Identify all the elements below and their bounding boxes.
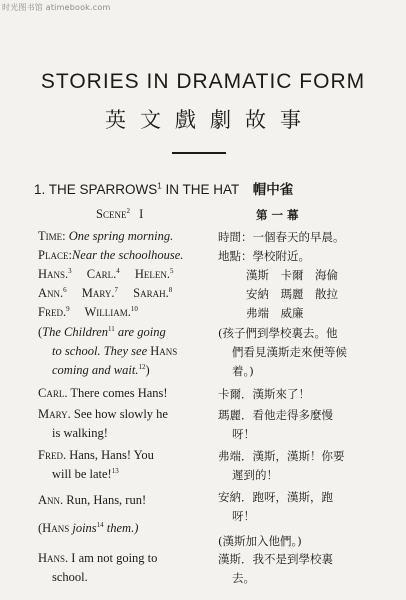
story-title-chinese: 帽中雀: [252, 182, 294, 198]
place-line-chinese: 地點：學校附近。: [218, 249, 310, 263]
dialogue-fred-chinese: 弗端．漢斯，漢斯！你要: [218, 449, 345, 463]
scene-heading-chinese: 第 一 幕: [256, 208, 299, 222]
stage-direction-1-line-2: to school. They see Hans: [52, 344, 178, 358]
dialogue-ann-chinese: 安納．跑呀，漢斯，跑: [218, 490, 333, 504]
stage-direction-1-line-3: coming and wait.$^{12}$): [52, 362, 150, 377]
time-line: Time: One spring morning.: [38, 229, 174, 243]
place-line: Place:Near the schoolhouse.: [38, 248, 184, 262]
dialogue-hans-chinese: 漢斯．我不是到學校裏: [218, 552, 333, 566]
stage-direction-2-chinese: (漢斯加入他們。): [218, 534, 302, 548]
characters-line-3: Fred.$^9$ William.$^{10}$: [38, 304, 138, 319]
story-number: 1.: [34, 182, 46, 197]
dialogue-hans-chinese-line-2: 去。: [232, 571, 255, 585]
characters-line-2: Ann.$^6$ Mary.$^7$ Sarah.$^8$: [38, 285, 173, 300]
dialogue-mary-line-2: is walking!: [52, 426, 108, 440]
characters-line-1: Hans.$^3$ Carl.$^4$ Helen.$^5$: [38, 266, 174, 281]
dialogue-mary: Mary. See how slowly he: [38, 407, 168, 421]
watermark: 时光图书馆 atimebook.com: [2, 3, 111, 12]
stage-direction-1-chinese-line-3: 着。): [232, 364, 254, 378]
dialogue-ann-chinese-line-2: 呀！: [232, 509, 255, 523]
scene-heading: Scene$^2$ I: [96, 206, 144, 221]
dialogue-carl-chinese: 卡爾．漢斯來了！: [218, 387, 310, 401]
dialogue-hans-line-2: school.: [52, 570, 88, 584]
stage-direction-1-chinese: (孩子們到學校裏去。他: [218, 326, 338, 340]
dialogue-hans: Hans. I am not going to: [38, 551, 158, 565]
page-title-english: STORIES IN DRAMATIC FORM: [40, 70, 366, 93]
dialogue-mary-chinese: 瑪麗．看他走得多麼慢: [218, 408, 333, 422]
dialogue-fred-line-2: will be late!$^{13}$: [52, 466, 119, 481]
story-title: THE SPARROWS: [48, 182, 158, 197]
stage-direction-1-chinese-line-2: 們看見漢斯走來便等候: [232, 345, 347, 359]
characters-line-3-chinese: 弗端 威廉: [246, 306, 304, 320]
characters-line-1-chinese: 漢斯 卡爾 海倫: [246, 268, 338, 282]
page-title-chinese: 英文戲劇故事: [105, 108, 315, 132]
story-title-rest: IN THE HAT: [165, 182, 240, 197]
stage-direction-2: (Hans joins$^{14}$ them.): [38, 520, 139, 535]
dialogue-fred: Fred. Hans, Hans! You: [38, 448, 154, 462]
dialogue-fred-chinese-line-2: 遲到的！: [232, 468, 278, 482]
story-heading: [34, 178, 386, 198]
dialogue-carl: Carl. There comes Hans!: [38, 386, 168, 400]
dialogue-ann: Ann. Run, Hans, run!: [38, 493, 147, 507]
stage-direction-1: (The Children$^{11}$ are going: [38, 324, 166, 339]
characters-line-2-chinese: 安納 瑪麗 散拉: [246, 287, 338, 301]
time-line-chinese: 時間：一個春天的早晨。: [218, 230, 345, 244]
title-divider: [172, 152, 226, 154]
dialogue-mary-chinese-line-2: 呀！: [232, 427, 255, 441]
story-title-note: 1: [157, 181, 162, 191]
